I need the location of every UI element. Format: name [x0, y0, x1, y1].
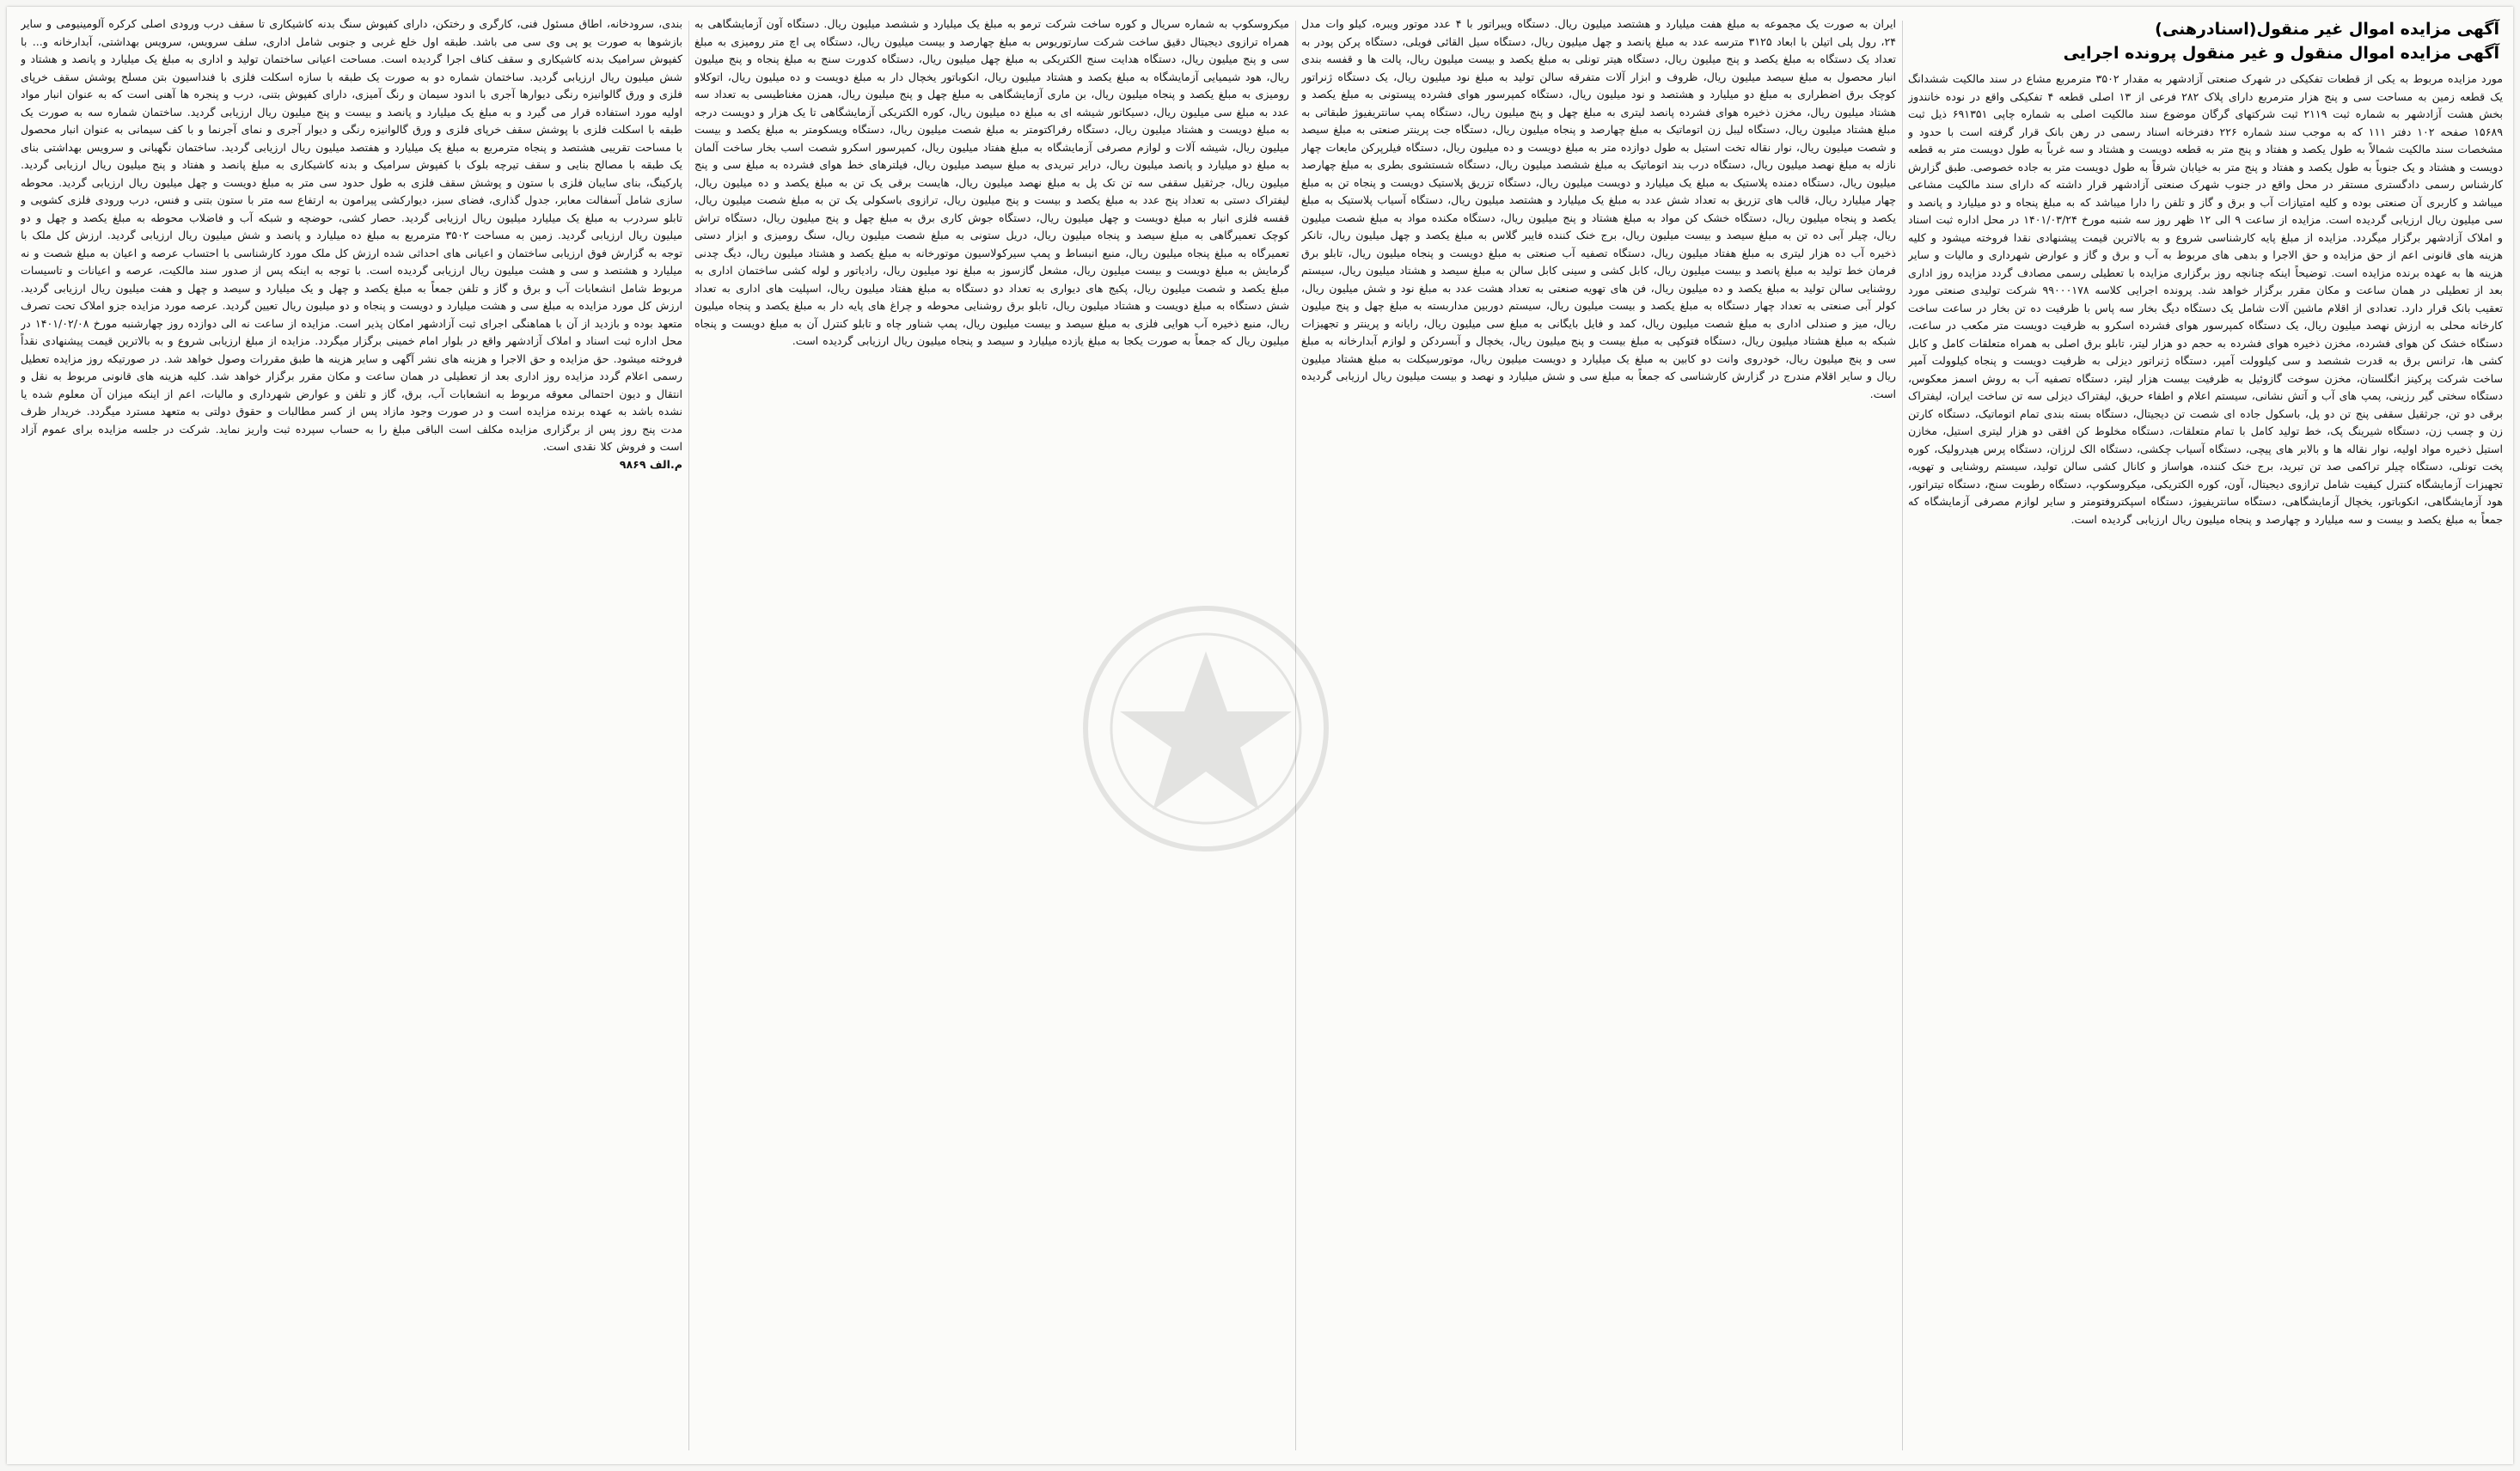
column-text: ایران به صورت یک مجموعه به مبلغ هفت میلیارد و هشتصد میلیون ریال. دستگاه ویبراتور با ۴ عدد موتور ویبره، کیلو وات مدل ۲۴، رول پلی اتیلن با ابعاد ۳۱۲۵ مترسه عدد به مبلغ پانصد و چهل میلیون ریال، دستگاه سیل القائی فویلی، دستگاه پرکن پودر به تعداد یک دستگاه به مبلغ یکصد و پنج میلیون ریال، دستگاه هیتر تونلی به مبلغ یکصد و بیست میلیون ریال، پالت ها و قفسه بندی انبار محصول به مبلغ سیصد میلیون ریال، ظروف و ابزار آلات متفرقه سالن تولید به مبلغ نود میلیون ریال، یک دستگاه ژنراتور کوچک برق اضطراری به مبلغ دو میلیارد و هشتصد و نود میلیون ریال، دستگاه کمپرسور هوای فشرده پیستونی به مبلغ یکصد و هشتاد میلیون ریال، مخزن ذخیره هوای فشرده پانصد لیتری به مبلغ چهل و پنج میلیون ریال، دستگاه پمپ سانتریفیوژ طبقاتی به مبلغ هشتاد میلیون ریال، دستگاه لیبل زن اتوماتیک به مبلغ چهارصد و پنجاه میلیون ریال، دستگاه جت پرینتر صنعتی به مبلغ سیصد و شصت میلیون ریال، نوار نقاله تخت استیل به طول دوازده متر به مبلغ دویست و ده میلیون ریال، دستگاه فیلرپرکن مایعات چهار نازله به مبلغ نهصد میلیون ریال، دستگاه درب بند اتوماتیک به مبلغ ششصد میلیون ریال، دستگاه شستشوی بطری به مبلغ چهارصد میلیون ریال، دستگاه دمنده پلاستیک به مبلغ یک میلیارد و دویست میلیون ریال، دستگاه تزریق پلاستیک دویست و پنجاه تن به مبلغ چهار میلیارد ریال، قالب های تزریق به تعداد شش عدد به مبلغ یک میلیارد و هشتصد میلیون ریال، دستگاه آسیاب پلاستیک به مبلغ یکصد و پنجاه میلیون ریال، دستگاه خشک کن مواد به مبلغ هشتاد و پنج میلیون ریال، دستگاه مکنده مواد به مبلغ شصت میلیون ریال، چیلر آبی ده تن به مبلغ سیصد و بیست میلیون ریال، برج خنک کننده فایبر گلاس به مبلغ یکصد و چهل میلیون ریال، تانکر ذخیره آب ده هزار لیتری به مبلغ هفتاد میلیون ریال، دستگاه تصفیه آب صنعتی به مبلغ دویست و پنجاه میلیون ریال، تابلو برق فرمان خط تولید به مبلغ پانصد و بیست میلیون ریال، کابل کشی و سینی کابل سالن به مبلغ سیصد و هشتاد میلیون ریال، سیستم روشنایی سالن تولید به مبلغ یکصد و ده میلیون ریال، فن های تهویه صنعتی به تعداد هشت عدد به مبلغ نود و شش میلیون ریال، کولر آبی صنعتی به تعداد چهار دستگاه به مبلغ یکصد و بیست میلیون ریال، سیستم دوربین مداربسته به مبلغ چهل و پنج میلیون ریال، میز و صندلی اداری به مبلغ شصت میلیون ریال، کمد و فایل بایگانی به مبلغ سی میلیون ریال، رایانه و پرینتر و تجهیزات شبکه به مبلغ هشتاد میلیون ریال، دستگاه فتوکپی به مبلغ بیست و پنج میلیون ریال، یخچال و آبسردکن و لوازم آبدارخانه به مبلغ سی و پنج میلیون ریال، خودروی وانت دو کابین به مبلغ یک میلیارد و دویست میلیون ریال، موتورسیکلت به مبلغ هشتاد میلیون ریال و سایر اقلام مندرج در گزارش کارشناسی که جمعاً به مبلغ سی و شش میلیارد و نهصد و بیست میلیون ریال ارزیابی گردیده است. [1301, 17, 1896, 400]
column-divider [1295, 21, 1296, 1450]
newspaper-sheet [7, 7, 2513, 1464]
column-divider [1902, 21, 1903, 1450]
signature: م.الف ۹۸۶۹ [619, 457, 682, 471]
ad-title: آگهی مزایده اموال غیر منقول(اسنادرهنی) [2155, 20, 2499, 39]
column-1 [1908, 15, 2503, 1454]
column-text: مورد مزایده مربوط به یکی از قطعات تفکیکی در شهرک صنعتی آزادشهر به مقدار ۳۵۰۲ مترمربع مشاع در سند مالکیت ششدانگ یک قطعه زمین به مساحت سی و پنج هزار مترمربع دارای پلاک ۲۸۲ فرعی از ۱۳ اصلی قطعه ۴ تفکیکی واقع در نوده خانندوز بخش هشت آزادشهر به شماره ثبت ۲۱۱۹ ثبت شرکتهای گرگان موضوع سند مالکیت اصلی به شماره چاپی ۶۹۱۳۵۱ ذیل ثبت ۱۵۶۸۹ صفحه ۱۰۲ دفتر ۱۱۱ که به موجب سند شماره ۲۲۶ دفترخانه اسناد رسمی در رهن بانک قرار گرفته است با حدود و مشخصات سند مالکیت شمالاً به طول یکصد و هفتاد و پنج متر به قطعه دویست و هشتاد و سه غرباً به طول دویست متر به قطعه دویست و هشتاد و یک جنوباً به طول یکصد و هفتاد و پنج متر به خیابان شرقاً به طول دویست متر به جاده خصوصی. طبق گزارش کارشناس رسمی دادگستری مستقر در محل واقع در جنوب شهرک صنعتی آزادشهر قرار داشته که دارای سند مالکیت مشاعی میباشد و کاربری آن صنعتی بوده و کلیه امتیازات آب و برق و گاز و تلفن را دارا میباشد که به مبلغ پنجاه و دو میلیارد و پانصد و سی میلیون ریال ارزیابی گردیده است. مزایده از ساعت ۹ الی ۱۲ ظهر روز سه شنبه مورخ ۱۴۰۱/۰۳/۲۴ در محل اداره ثبت اسناد و املاک آزادشهر برگزار میگردد. مزایده از مبلغ پایه کارشناسی شروع و به بالاترین قیمت پیشنهادی نقدا فروخته میشود و کلیه هزینه های قانونی اعم از حق مزایده و حق الاجرا و بدهی های مربوط به آب و برق و گاز و عوارض شهرداری و مالیات و سایر هزینه ها به عهده برنده مزایده است. توضیحاً اینکه چنانچه روز برگزاری مزایده با تعطیلی رسمی مصادف گردد مزایده روز اداری بعد از تعطیلی در همان ساعت و مکان مقرر برگزار خواهد شد. پرونده اجرایی کلاسه ۹۹۰۰۰۱۷۸ شرکت تولیدی صنعتی مورد تعقیب بانک قرار دارد. تعدادی از اقلام ماشین آلات شامل یک دستگاه دیگ بخار سه پاس با ظرفیت ده تن بخار در ساعت ساخت کارخانه محلی به ارزش نهصد میلیون ریال، یک دستگاه کمپرسور هوای فشرده اسکرو به ظرفیت دویست متر مکعب در ساعت، دستگاه خشک کن هوای فشرده، مخزن ذخیره هوای فشرده به حجم دو هزار لیتر، تابلو برق اصلی به همراه متعلقات کامل و کابل کشی ها، ترانس برق به قدرت ششصد و سی کیلوولت آمپر، دستگاه ژنراتور دیزلی به ظرفیت دویست و پنجاه کیلوولت آمپر ساخت شرکت پرکینز انگلستان، مخزن سوخت گازوئیل به ظرفیت بیست هزار لیتر، دستگاه تصفیه آب به روش اسمز معکوس، دستگاه سختی گیر رزینی، پمپ های آب و آتش نشانی، سیستم اعلام و اطفاء حریق، لیفتراک دیزلی سه تن ساخت ایران، لیفتراک برقی دو تن، جرثقیل سقفی پنج تن دو پل، باسکول جاده ای شصت تن دیجیتال، دستگاه بسته بندی تمام اتوماتیک، دستگاه کارتن زن و چسب زن، دستگاه شیرینگ پک، خط تولید کامل با تمام متعلقات، دستگاه مخلوط کن افقی دو هزار لیتری استیل، مخازن استیل ذخیره مواد اولیه، نوار نقاله ها و بالابر های پیچی، دستگاه آسیاب چکشی، دستگاه الک لرزان، دستگاه پرس هیدرولیک، کوره پخت تونلی، دستگاه چیلر تراکمی صد تن تبرید، برج خنک کننده، هواساز و کانال کشی سالن تولید، سیستم روشنایی و تهویه، تجهیزات آزمایشگاه کنترل کیفیت شامل ترازوی دیجیتال، آون، کوره الکتریکی، میکروسکوپ، دستگاه رطوبت سنج، دستگاه تیتراتور، هود آزمایشگاهی، انکوباتور، یخچال آزمایشگاهی، دستگاه سانتریفیوژ، دستگاه اسپکتروفتومتر و سایر لوازم مصرفی آزمایشگاه که جمعاً به مبلغ یکصد و بیست و سه میلیارد و چهارصد و پنجاه میلیون ریال ارزیابی گردیده است. [1908, 72, 2503, 526]
column-text: بندی، سرودخانه، اطاق مسئول فنی، کارگری و رختکن، دارای کفپوش سنگ بدنه کاشیکاری تا سقف درب ورودی اصلی کرکره آلومینیومی و سایر بازشوها به صورت یو پی وی سی می باشد. طبقه اول خلع غربی و جنوبی شامل اداری، سلف سرویس، سرویس بهداشتی، آبدارخانه و... با کفپوش سرامیک بدنه کاشیکاری و سقف کناف اجرا گردیده است. مساحت اعیانی ساختمان تولید و اداری به مبلغ یک میلیارد و پانصد و هشتاد و شش میلیون ریال ارزیابی گردید. ساختمان شماره دو به صورت یک طبقه با سازه اسکلت فلزی با فنداسیون بتن مسلح پوشش سقف خرپای فلزی و ورق گالوانیزه رنگی دیوارها آجری با اندود سیمان و رنگ آمیزی، دارای کفپوش بتنی، درب و پنجره ها آهنی است که به عنوان انبار مواد اولیه مورد استفاده قرار می گیرد و به مبلغ یک میلیارد و پانصد و بیست و پنج میلیون ریال ارزیابی گردید. ساختمان شماره سه به صورت یک طبقه با اسکلت فلزی با پوشش سقف خرپای فلزی و ورق گالوانیزه رنگی و دیوار آجری و نمای آجرنما و با کف سیمانی به عنوان انبار محصول با مساحت تقریبی هشتصد و پنجاه مترمربع به مبلغ یک میلیارد و هفتصد میلیون ریال ارزیابی گردید. ساختمان نگهبانی و سرویس بهداشتی بنای یک طبقه با مصالح بنایی و سقف تیرچه بلوک با کفپوش سرامیک و بدنه کاشیکاری به مبلغ پانصد و هفتاد و پنج میلیون ریال ارزیابی گردید. پارکینگ، بنای سایبان فلزی با ستون و پوشش سقف فلزی به طول حدود سی متر به مبلغ دویست و چهل میلیون ریال ارزیابی گردید. محوطه سازی شامل آسفالت معابر، جدول گذاری، فضای سبز، دیوارکشی پیرامون به ارتفاع سه متر با ستون بتنی و فنس، درب ورودی فلزی کشویی و تابلو سردرب به مبلغ یک میلیارد میلیون ریال ارزیابی گردید. حصار کشی، حوضچه و شبکه آب و فاضلاب محوطه به مبلغ یکصد و چهل و دو میلیون ریال ارزیابی گردید. زمین به مساحت ۳۵۰۲ مترمربع به مبلغ ده میلیارد و پانصد و شش میلیون ریال ارزیابی گردید. ارزش کل ملک با توجه به گزارش فوق ارزیابی ساختمان و اعیانی های احداثی شده ارزش کل ملک مورد کارشناسی با احتساب عرصه و اعیان به مبلغ شصت و نه میلیارد و هشتصد و سی و هشت میلیون ریال ارزیابی گردیده است. با توجه به اینکه پس از صدور سند مالکیت، عرصه و اعیانات و تاسیسات مربوط شامل انشعابات آب و برق و گاز و تلفن جمعاً به مبلغ یکصد و چهل و یک میلیارد و سیصد و چهل و هفت میلیون ریال ارزیابی گردید. ارزش کل مورد مزایده به مبلغ سی و هشت میلیارد و دویست و پنجاه و دو میلیون ریال تعیین گردید. عرصه مورد مزایده جزو املاک تحت تصرف متعهد بوده و بازدید از آن با هماهنگی اجرای ثبت آزادشهر امکان پذیر است. مزایده از ساعت نه الی دوازده روز چهارشنبه مورخ ۱۴۰۱/۰۲/۰۸ در محل اداره ثبت اسناد و املاک آزادشهر واقع در بلوار امام خمینی برگزار میگردد. مزایده از مبلغ ارزیابی شروع و به بالاترین قیمت پیشنهادی نقداً فروخته میشود. حق مزایده و حق الاجرا و هزینه های نشر آگهی و سایر هزینه ها طبق مقررات وصول خواهد شد. در صورتیکه روز مزایده تعطیل رسمی اعلام گردد مزایده روز اداری بعد از تعطیلی در همان ساعت و مکان مقرر برگزار خواهد شد. کلیه هزینه های قانونی مربوط به نقل و انتقال و دیون احتمالی معوقه مربوط به انشعابات آب، برق، گاز و تلفن و عوارض شهرداری و مالیات، اعم از اینکه میزان آن معلوم شده یا نشده باشد به عهده برنده مزایده است و در صورت وجود مازاد پس از کسر مطالبات و حقوق دولتی به متعهد مسترد میگردد. خریدار ظرف مدت پنج روز پس از برگزاری مزایده مکلف است الباقی مبلغ را به حساب سپرده ثبت واریز نماید. شرکت در جلسه مزایده برای عموم آزاد است و فروش کلا نقدی است. [21, 17, 682, 453]
column-text: میکروسکوپ به شماره سریال و کوره ساخت شرکت ترمو به مبلغ یک میلیارد و ششصد میلیون ریال. دستگاه آون آزمایشگاهی به همراه ترازوی دیجیتال دقیق ساخت شرکت سارتوریوس به مبلغ چهارصد و بیست میلیون ریال، دستگاه پی اچ متر رومیزی به مبلغ سی و پنج میلیون ریال، دستگاه هدایت سنج الکتریکی به مبلغ چهل میلیون ریال، دستگاه کدورت سنج به مبلغ پنجاه و پنج میلیون ریال، هود شیمیایی آزمایشگاه به مبلغ یکصد و هشتاد میلیون ریال، انکوباتور یخچال دار به مبلغ دویست و ده میلیون ریال، اتوکلاو رومیزی به مبلغ یکصد و پنجاه میلیون ریال، بن ماری آزمایشگاهی به مبلغ چهل و پنج میلیون ریال، همزن مغناطیسی به تعداد سه عدد به مبلغ سی میلیون ریال، دسیکاتور شیشه ای به مبلغ ده میلیون ریال، کوره الکتریکی آزمایشگاهی تا یک هزار و دویست درجه به مبلغ دویست و هشتاد میلیون ریال، دستگاه رفراکتومتر به مبلغ شصت میلیون ریال، دستگاه ویسکومتر به مبلغ یکصد و بیست میلیون ریال، شیشه آلات و لوازم مصرفی آزمایشگاه به مبلغ هفتاد میلیون ریال، کمپرسور اسکرو شصت اسب بخار ساخت آلمان به مبلغ دو میلیارد و پانصد میلیون ریال، درایر تبریدی به مبلغ سیصد میلیون ریال، فیلترهای خط هوای فشرده به مبلغ سی و پنج میلیون ریال، جرثقیل سقفی سه تن تک پل به مبلغ نهصد میلیون ریال، هایست برقی یک تن به مبلغ یکصد و ده میلیون ریال، لیفتراک دستی به تعداد پنج عدد به مبلغ یکصد و بیست و پنج میلیون ریال، ترازوی باسکولی یک تن به مبلغ شصت میلیون ریال، قفسه فلزی انبار به مبلغ دویست و چهل میلیون ریال، دستگاه جوش کاری برق به مبلغ چهل و پنج میلیون ریال، دستگاه تراش کوچک تعمیرگاهی به مبلغ سیصد و پنجاه میلیون ریال، دریل ستونی به مبلغ شصت میلیون ریال، سنگ رومیزی و ابزار دستی تعمیرگاه به مبلغ پنجاه میلیون ریال، منبع انبساط و پمپ سیرکولاسیون موتورخانه به مبلغ یکصد و هشتاد میلیون ریال، دیگ چدنی گرمایش به مبلغ دویست و بیست میلیون ریال، مشعل گازسوز به مبلغ نود میلیون ریال، رادیاتور و لوله کشی ساختمان اداری به مبلغ یکصد و شصت میلیون ریال، پکیج های دیواری به تعداد دو دستگاه به مبلغ هفتاد میلیون ریال، اسپلیت های اداری به تعداد شش دستگاه به مبلغ دویست و هشتاد میلیون ریال، تابلو برق روشنایی محوطه و چراغ های پایه دار به مبلغ یکصد و پنجاه میلیون ریال، منبع ذخیره آب هوایی فلزی به مبلغ سیصد و بیست میلیون ریال، پمپ شناور چاه و تابلو کنترل آن به مبلغ دویست و پنجاه میلیون ریال که جمعاً به صورت یکجا به مبلغ یازده میلیارد و سیصد و پنجاه میلیون ریال ارزیابی گردیده است. [694, 17, 1289, 347]
ad-header [1908, 17, 2499, 65]
column-3 [694, 15, 1289, 1454]
column-4 [21, 15, 682, 1454]
column-2 [1301, 15, 1896, 1454]
ad-subtitle: آگهی مزایده اموال منقول و غیر منقول پرونده اجرایی [2063, 44, 2499, 63]
column-divider [688, 21, 689, 1450]
